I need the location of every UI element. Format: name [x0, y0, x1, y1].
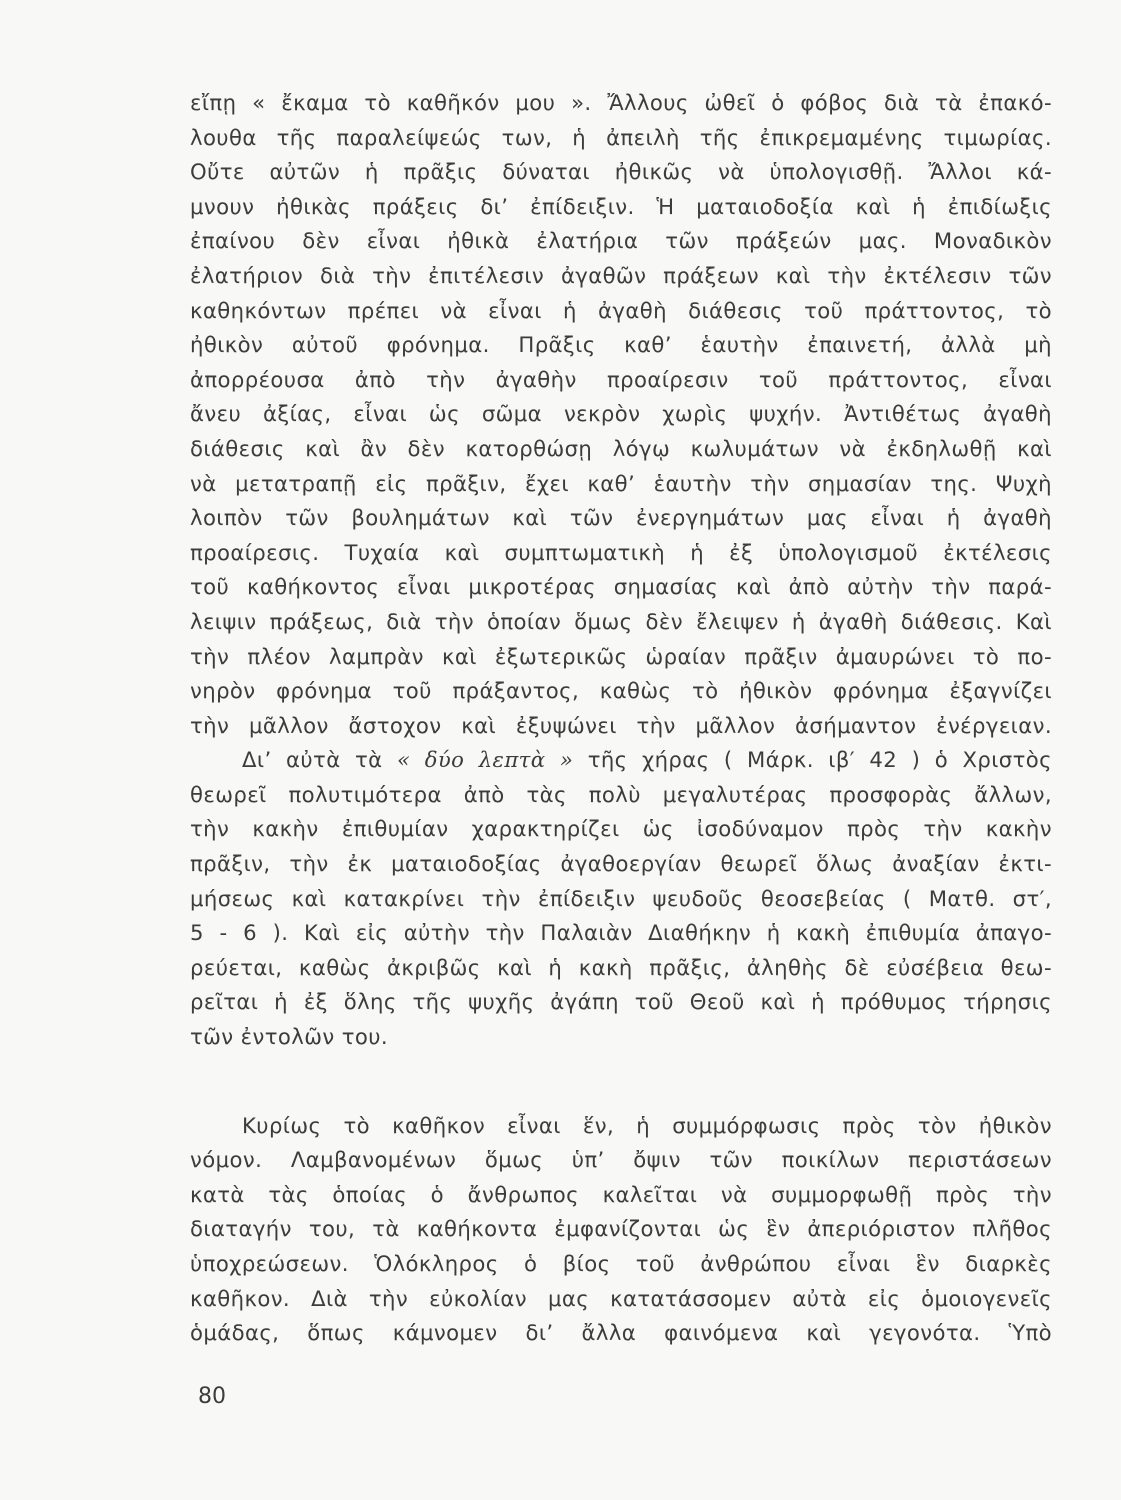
text-line: μνουν ἠθικὰς πράξεις δι’ ἐπίδειξιν. Ἡ ματαιοδοξία καὶ ἡ ἐπιδίωξις	[190, 193, 1052, 219]
text-line: πρᾶξιν, τὴν ἐκ ματαιοδοξίας ἀγαθοεργίαν θεωρεῖ ὅλως ἀναξίαν ἐκτι-	[190, 851, 1052, 877]
text-segment: τῆς χήρας ( Μάρκ. ιβ′ 42 ) ὁ Χριστὸς	[573, 747, 1052, 773]
text-line: διαταγήν του, τὰ καθήκοντα ἐμφανίζονται ὡς ἓν ἀπεριόριστον πλῆθος	[190, 1216, 1052, 1242]
text-line: καθηκόντων πρέπει νὰ εἶναι ἡ ἀγαθὴ διάθεσις τοῦ πράττοντος, τὸ	[190, 297, 1052, 323]
text-line: νὰ μετατραπῇ εἰς πρᾶξιν, ἔχει καθ’ ἑαυτὴν τὴν σημασίαν της. Ψυχὴ	[190, 470, 1052, 496]
text-line: ὁμάδας, ὅπως κάμνομεν δι’ ἄλλα φαινόμενα καὶ γεγονότα. Ὑπὸ	[190, 1320, 1052, 1346]
text-line: ἠθικὸν αὐτοῦ φρόνημα. Πρᾶξις καθ’ ἑαυτὴν ἐπαινετή, ἀλλὰ μὴ	[190, 332, 1052, 358]
text-segment: Δι’ αὐτὰ τὰ	[242, 747, 397, 773]
text-line: ἄνευ ἀξίας, εἶναι ὡς σῶμα νεκρὸν χωρὶς ψυχήν. Ἀντιθέτως ἀγαθὴ	[190, 401, 1052, 427]
text-line: ρεῖται ἡ ἐξ ὅλης τῆς ψυχῆς ἀγάπη τοῦ Θεοῦ καὶ ἡ πρόθυμος τήρησις	[190, 989, 1052, 1015]
text-line: κατὰ τὰς ὁποίας ὁ ἄνθρωπος καλεῖται νὰ συμμορφωθῇ πρὸς τὴν	[190, 1181, 1052, 1207]
body-text	[190, 86, 1052, 1351]
text-line-first: Κυρίως τὸ καθῆκον εἶναι ἕν, ἡ συμμόρφωσις πρὸς τὸν ἠθικὸν	[242, 1112, 1052, 1138]
text-line: νηρὸν φρόνημα τοῦ πράξαντος, καθὼς τὸ ἠθικὸν φρόνημα ἐξαγνίζει	[190, 678, 1052, 704]
text-line: μήσεως καὶ κατακρίνει τὴν ἐπίδειξιν ψευδοῦς θεοσεβείας ( Ματθ. στ′,	[190, 885, 1052, 911]
text-line: λοιπὸν τῶν βουλημάτων καὶ τῶν ἐνεργημάτων μας εἶναι ἡ ἀγαθὴ	[190, 505, 1052, 531]
paragraph-2	[190, 743, 1052, 1054]
text-line: ρεύεται, καθὼς ἀκριβῶς καὶ ἡ κακὴ πρᾶξις, ἀληθὴς δὲ εὐσέβεια θεω-	[190, 954, 1052, 980]
text-line: διάθεσις καὶ ἂν δὲν κατορθώσῃ λόγῳ κωλυμάτων νὰ ἐκδηλωθῇ καὶ	[190, 435, 1052, 461]
text-line: ἐλατήριον διὰ τὴν ἐπιτέλεσιν ἀγαθῶν πράξεων καὶ τὴν ἐκτέλεσιν τῶν	[190, 262, 1052, 288]
text-line: τὴν μᾶλλον ἄστοχον καὶ ἐξυψώνει τὴν μᾶλλον ἀσήμαντον ἐνέργειαν.	[190, 712, 1052, 738]
text-line: εἴπῃ « ἔκαμα τὸ καθῆκόν μου ». Ἄλλους ὠθεῖ ὁ φόβος διὰ τὰ ἐπακό-	[190, 90, 1052, 115]
text-line: 5 - 6 ). Καὶ εἰς αὐτὴν τὴν Παλαιὰν Διαθήκην ἡ κακὴ ἐπιθυμία ἀπαγο-	[190, 920, 1052, 946]
text-line: ἐπαίνου δὲν εἶναι ἠθικὰ ἐλατήρια τῶν πράξεών μας. Μοναδικὸν	[190, 228, 1052, 254]
text-line: τὴν πλέον λαμπρὰν καὶ ἐξωτερικῶς ὡραίαν πρᾶξιν ἀμαυρώνει τὸ πο-	[190, 643, 1052, 669]
text-line: λειψιν πράξεως, διὰ τὴν ὁποίαν ὅμως δὲν ἔλειψεν ἡ ἀγαθὴ διάθεσις. Καὶ	[190, 608, 1052, 634]
text-line: λουθα τῆς παραλείψεώς των, ἡ ἀπειλὴ τῆς ἐπικρεμαμένης τιμωρίας.	[190, 124, 1052, 150]
text-line: προαίρεσις. Τυχαία καὶ συμπτωματικὴ ἡ ἐξ ὑπολογισμοῦ ἐκτέλεσις	[190, 539, 1052, 565]
text-line: τοῦ καθήκοντος εἶναι μικροτέρας σημασίας καὶ ἀπὸ αὐτὴν τὴν παρά-	[190, 574, 1052, 600]
text-line: τῶν ἐντολῶν του.	[190, 1024, 389, 1050]
text-line: ἀπορρέουσα ἀπὸ τὴν ἀγαθὴν προαίρεσιν τοῦ πράττοντος, εἶναι	[190, 366, 1052, 392]
text-line: ὑποχρεώσεων. Ὁλόκληρος ὁ βίος τοῦ ἀνθρώπου εἶναι ἓν διαρκὲς	[190, 1251, 1052, 1276]
text-line: τὴν κακὴν ἐπιθυμίαν χαρακτηρίζει ὡς ἰσοδύναμον πρὸς τὴν κακὴν	[190, 816, 1052, 842]
text-line: θεωρεῖ πολυτιμότερα ἀπὸ τὰς πολὺ μεγαλυτέρας προσφορὰς ἄλλων,	[190, 781, 1052, 807]
paragraph-3	[190, 1109, 1052, 1351]
text-line: νόμον. Λαμβανομένων ὅμως ὑπ’ ὄψιν τῶν ποικίλων περιστάσεων	[190, 1147, 1052, 1173]
paragraph-gap	[190, 1055, 1052, 1109]
text-line: Οὔτε αὐτῶν ἡ πρᾶξις δύναται ἠθικῶς νὰ ὑπολογισθῇ. Ἄλλοι κά-	[190, 159, 1052, 185]
quoted-phrase: « δύο λεπτὰ »	[396, 747, 574, 773]
page-number: 80	[198, 1384, 226, 1409]
text-line-first	[190, 743, 1052, 778]
paragraph-1	[190, 86, 1052, 743]
text-line: καθῆκον. Διὰ τὴν εὐκολίαν μας κατατάσσομεν αὐτὰ εἰς ὁμοιογενεῖς	[190, 1285, 1052, 1311]
